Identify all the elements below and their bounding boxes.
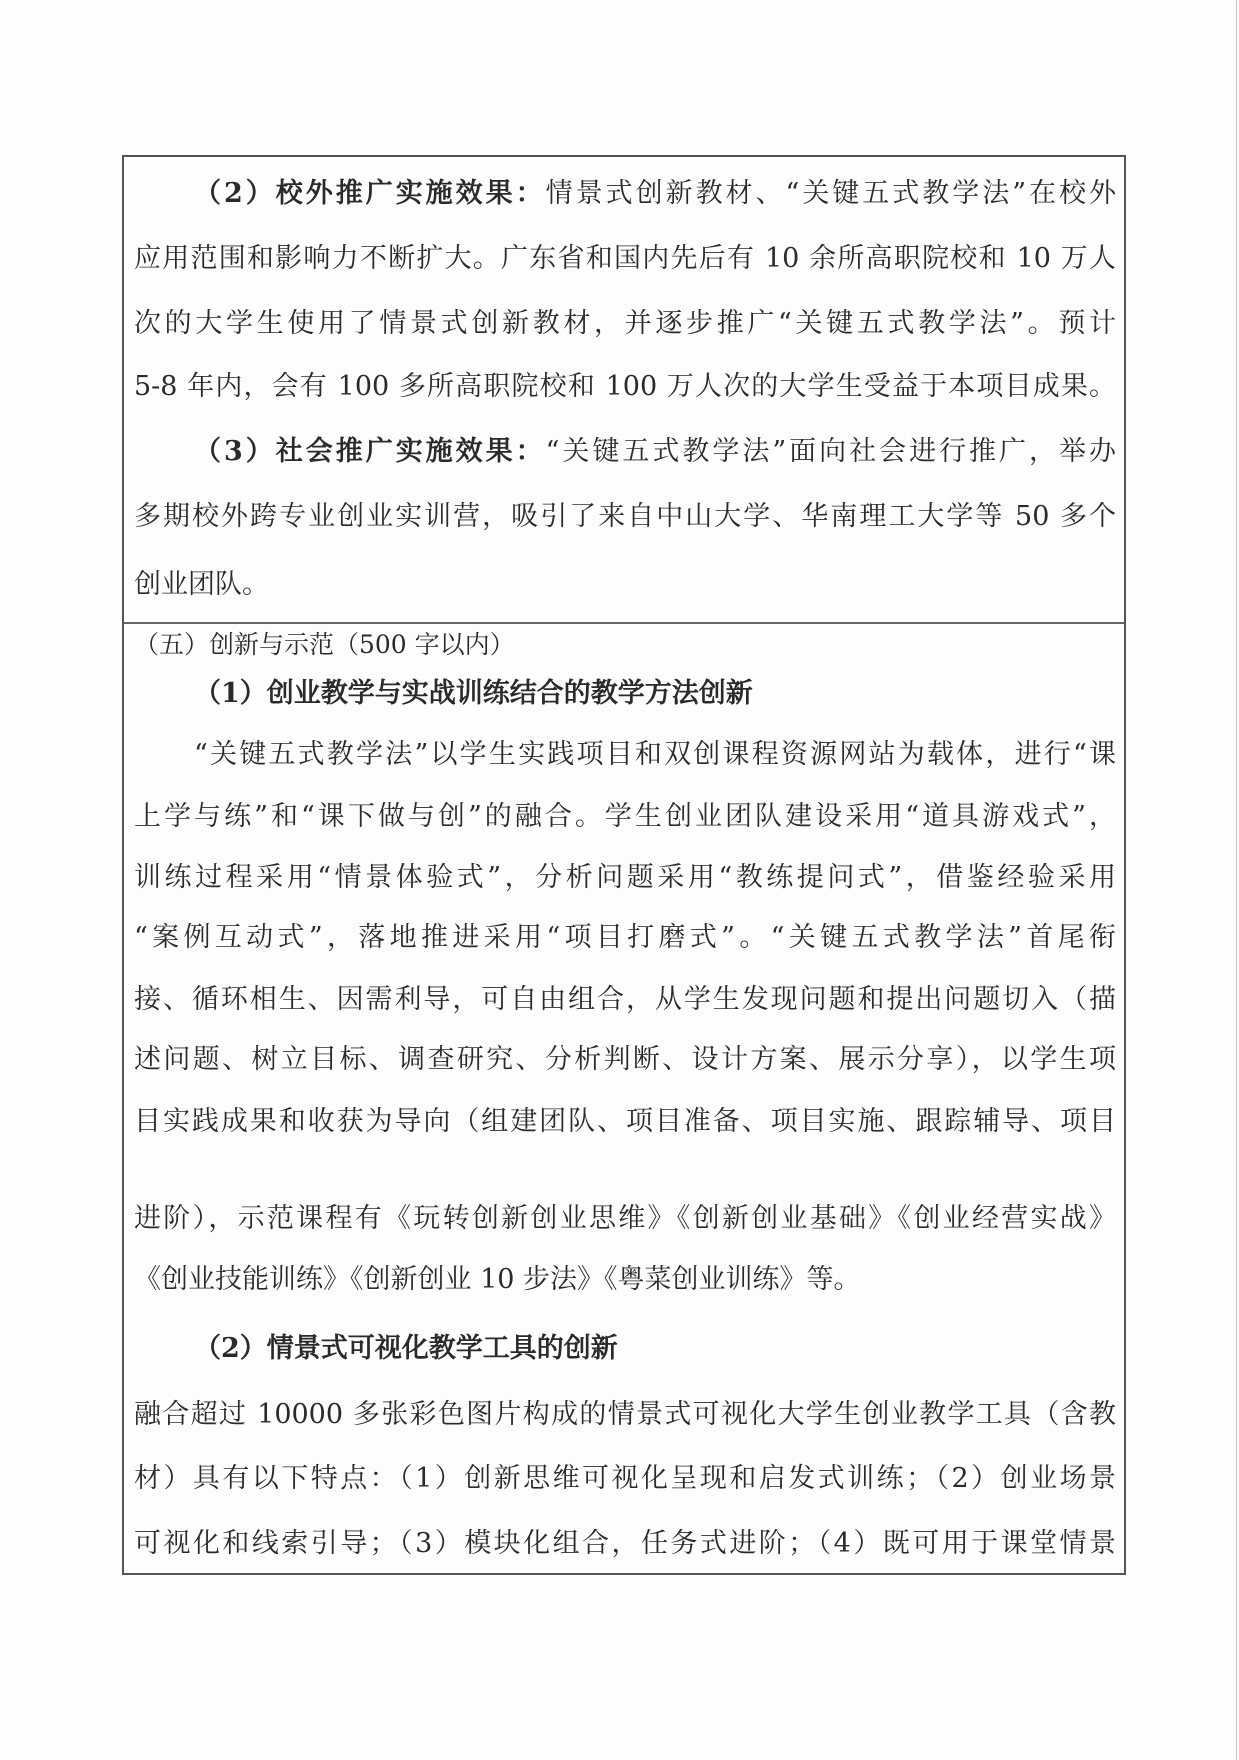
paragraph-line: （3）社会推广实施效果：“关键五式教学法”面向社会进行推广，举办 <box>194 436 1116 467</box>
paragraph-line: 应用范围和影响力不断扩大。广东省和国内先后有 10 余所高职院校和 10 万人 <box>134 243 1116 274</box>
section-title: （五）创新与示范（500 字以内） <box>134 630 515 659</box>
paragraph-line: “案例互动式”，落地推进采用“项目打磨式”。“关键五式教学法”首尾衔 <box>134 922 1116 953</box>
paragraph-line: 接、循环相生、因需利导，可自由组合，从学生发现问题和提出问题切入（描 <box>134 984 1116 1015</box>
subheading-method-innovation: （1）创业教学与实战训练结合的教学方法创新 <box>194 678 753 709</box>
paragraph-line: 《创业技能训练》《创新创业 10 步法》《粤菜创业训练》等。 <box>134 1264 861 1295</box>
paragraph-line: 述问题、树立目标、调查研究、分析判断、设计方案、展示分享），以学生项 <box>134 1044 1116 1075</box>
paragraph-line: 上学与练”和“课下做与创”的融合。学生创业团队建设采用“道具游戏式”， <box>134 801 1116 832</box>
paragraph-line: 多期校外跨专业创业实训营，吸引了来自中山大学、华南理工大学等 50 多个 <box>134 501 1116 532</box>
paragraph-line: 可视化和线索引导；（3）模块化组合，任务式进阶；（4）既可用于课堂情景 <box>134 1528 1116 1559</box>
form-table <box>122 155 1126 1575</box>
paragraph-line: 创业团队。 <box>134 569 269 600</box>
paragraph-line: 训练过程采用“情景体验式”，分析问题采用“教练提问式”，借鉴经验采用 <box>134 862 1116 893</box>
paragraph-line: 进阶），示范课程有《玩转创新创业思维》《创新创业基础》《创业经营实战》 <box>134 1203 1116 1234</box>
paragraph-line: 次的大学生使用了情景式创新教材，并逐步推广“关键五式教学法”。预计 <box>134 308 1116 339</box>
paragraph-line: 融合超过 10000 多张彩色图片构成的情景式可视化大学生创业教学工具（含教 <box>134 1399 1116 1430</box>
paragraph-line: 材）具有以下特点：（1）创新思维可视化呈现和启发式训练；（2）创业场景 <box>134 1463 1116 1494</box>
section-divider <box>124 622 1124 624</box>
page-edge <box>1236 0 1237 1760</box>
subheading-visual-tools: （2）情景式可视化教学工具的创新 <box>194 1333 618 1364</box>
subheading-off-campus: （2）校外推广实施效果： <box>194 178 546 209</box>
paragraph-line: （2）校外推广实施效果：情景式创新教材、“关键五式教学法”在校外 <box>194 178 1116 209</box>
paragraph-line: “关键五式教学法”以学生实践项目和双创课程资源网站为载体，进行“课 <box>194 739 1116 770</box>
paragraph-line: 目实践成果和收获为导向（组建团队、项目准备、项目实施、跟踪辅导、项目 <box>134 1106 1116 1137</box>
subheading-social: （3）社会推广实施效果： <box>194 436 546 467</box>
paragraph-line: 5-8 年内，会有 100 多所高职院校和 100 万人次的大学生受益于本项目成果。 <box>134 371 1116 402</box>
